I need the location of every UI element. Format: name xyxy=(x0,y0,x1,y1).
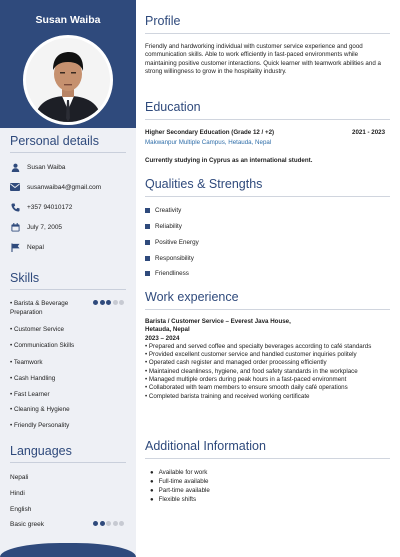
job-bullet: • Operated cash register and managed order processing efficiently xyxy=(145,359,327,367)
job-bullet: • Provided excellent customer service and handled customer inquiries politely xyxy=(145,351,357,359)
additional-item: ● Full-time available xyxy=(150,478,209,485)
skill-item: • Cleaning & Hygiene xyxy=(10,406,70,413)
quality-item: Creativity xyxy=(145,207,181,214)
quality-item: Friendliness xyxy=(145,270,189,277)
detail-text: July 7, 2005 xyxy=(27,223,63,231)
detail-name xyxy=(10,161,65,173)
job-dates: 2023 – 2024 xyxy=(145,334,180,342)
divider xyxy=(145,458,390,459)
skill-item xyxy=(10,299,68,317)
square-bullet-icon xyxy=(145,256,150,261)
bullet-icon: ● xyxy=(150,487,154,494)
flag-icon xyxy=(10,242,20,252)
detail-nationality xyxy=(10,241,44,253)
job-bullet: • Maintained cleanliness, hygiene, and food safety standards in the workplace xyxy=(145,367,358,375)
skill-label: Preparation xyxy=(10,309,43,316)
divider xyxy=(145,33,390,34)
divider xyxy=(145,309,390,310)
skill-label: • Barista & Beverage xyxy=(10,300,69,307)
education-school: Makwanpur Multiple Campus, Hetauda, Nepal xyxy=(145,139,272,146)
quality-item: Responsibility xyxy=(145,255,194,262)
phone-icon xyxy=(10,202,20,212)
square-bullet-icon xyxy=(145,224,150,229)
language-item: Basic greek xyxy=(10,521,44,528)
calendar-icon xyxy=(10,222,20,232)
skill-item: • Communication Skills xyxy=(10,342,75,349)
additional-heading: Additional Information xyxy=(145,439,266,453)
email-icon xyxy=(10,182,20,192)
divider xyxy=(10,462,126,463)
language-item: Hindi xyxy=(10,490,25,497)
skill-item: • Teamwork xyxy=(10,359,43,366)
language-item: English xyxy=(10,506,32,513)
detail-text: susanwaiba4@gmail.com xyxy=(27,183,102,191)
education-heading: Education xyxy=(145,100,201,114)
skill-item: • Cash Handling xyxy=(10,375,56,382)
bullet-icon: ● xyxy=(150,478,154,485)
additional-item: ● Flexible shifts xyxy=(150,496,197,503)
education-note: Currently studying in Cyprus as an international student. xyxy=(145,157,313,164)
job-location: Hetauda, Nepal xyxy=(145,326,190,334)
divider xyxy=(145,119,390,120)
divider xyxy=(10,289,126,290)
languages-heading: Languages xyxy=(10,444,72,458)
profile-summary: Friendly and hardworking individual with customer service experience and good communication skills. Able to work efficiently in fast-paced environments while maintaining positive customer interactions. Quick learner with teamwork abilities and a strong willingness to grow in the hospitality industry. xyxy=(145,43,381,76)
job-entry xyxy=(145,318,390,401)
square-bullet-icon xyxy=(145,271,150,276)
education-dates: 2021 - 2023 xyxy=(352,129,386,136)
skill-item: • Customer Service xyxy=(10,326,64,333)
skills-heading: Skills xyxy=(10,271,40,285)
job-bullet: • Completed barista training and received working certificate xyxy=(145,392,310,400)
additional-item: ● Available for work xyxy=(150,469,208,476)
job-role: Barista / Customer Service – Everest Java House, xyxy=(145,318,291,325)
education-degree: Higher Secondary Education (Grade 12 / +2) xyxy=(145,129,275,136)
language-item: Nepali xyxy=(10,474,29,481)
square-bullet-icon xyxy=(145,240,150,245)
qualities-heading: Qualities & Strengths xyxy=(145,177,263,191)
job-bullet: • Collaborated with team members to ensure smooth daily café operations xyxy=(145,384,348,392)
detail-birthdate xyxy=(10,221,62,233)
profile-photo xyxy=(23,35,113,125)
work-heading: Work experience xyxy=(145,290,239,304)
job-bullet: • Prepared and served coffee and specialty beverages according to café standards xyxy=(145,342,372,350)
quality-item: Positive Energy xyxy=(145,239,199,246)
person-icon xyxy=(10,162,20,172)
profile-heading: Profile xyxy=(145,14,181,28)
quality-item: Reliability xyxy=(145,223,182,230)
language-level xyxy=(93,521,124,526)
skill-item: • Fast Learner xyxy=(10,391,50,398)
additional-item: ● Part-time available xyxy=(150,487,210,494)
personal-details-heading: Personal details xyxy=(10,134,99,148)
divider xyxy=(10,152,126,153)
candidate-name: Susan Waiba xyxy=(35,14,101,26)
detail-email xyxy=(10,181,101,193)
detail-text: Nepal xyxy=(27,243,44,251)
square-bullet-icon xyxy=(145,208,150,213)
bullet-icon: ● xyxy=(150,469,154,476)
skill-level xyxy=(93,300,124,305)
skill-item: • Friendly Personality xyxy=(10,422,70,429)
divider xyxy=(145,196,390,197)
bullet-icon: ● xyxy=(150,496,154,503)
job-bullet: • Managed multiple orders during peak hours in a fast-paced environment xyxy=(145,376,347,384)
detail-text: Susan Waiba xyxy=(27,163,66,171)
detail-text: +357 94010172 xyxy=(27,203,73,211)
detail-phone xyxy=(10,201,72,213)
